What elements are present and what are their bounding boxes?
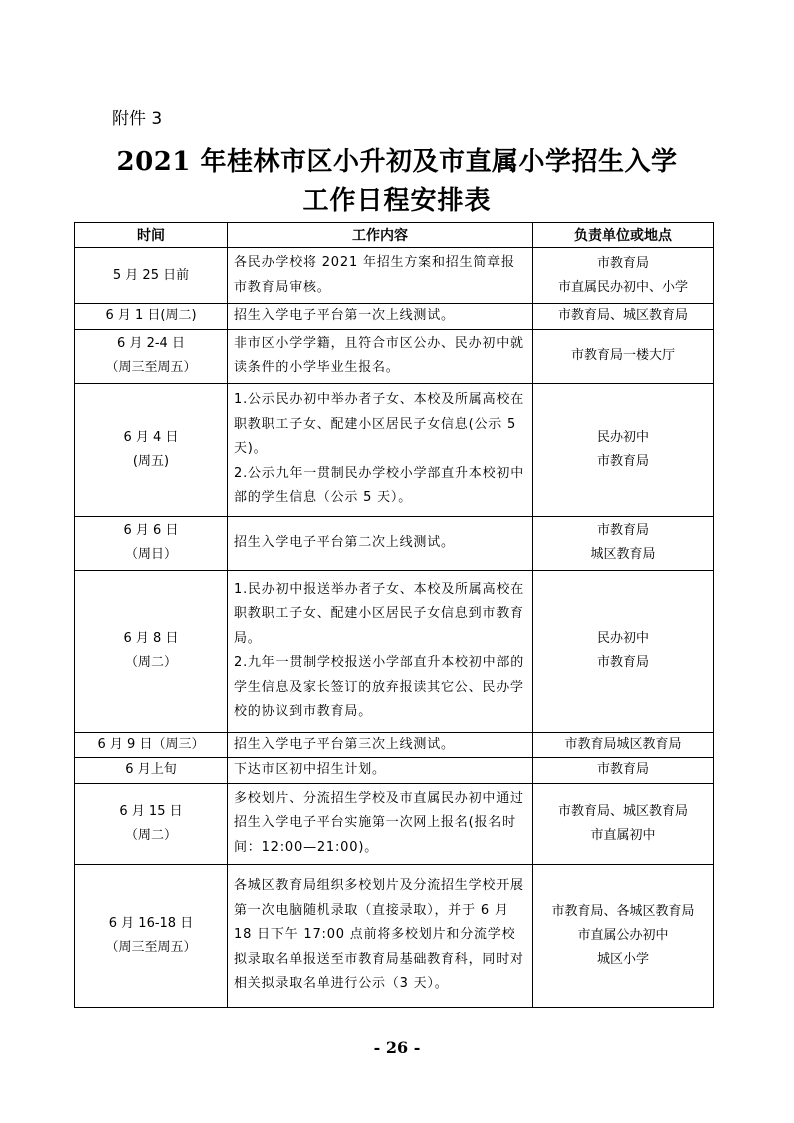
cell-unit: 市教育局 市直属民办初中、小学 [533, 248, 714, 304]
cell-time: 6 月 16-18 日 （周三至周五） [75, 864, 228, 1007]
cell-work: 各城区教育局组织多校划片及分流招生学校开展第一次电脑随机录取（直接录取），并于 6 月 18 日下午 17:00 点前将多校划片和分流学校拟录取名单报送至市教育局基础教育科，同时对相关拟录取名单进行公示（3 天）。 [228, 864, 533, 1007]
header-work: 工作内容 [228, 223, 533, 248]
header-time: 时间 [75, 223, 228, 248]
cell-work: 1.公示民办初中举办者子女、本校及所属高校在职教职工子女、配建小区居民子女信息(公示 5 天)。 2.公示九年一贯制民办学校小学部直升本校初中部的学生信息（公示 5 天）。 [228, 383, 533, 516]
table-header-row [75, 223, 714, 248]
cell-unit: 市教育局、各城区教育局 市直属公办初中 城区小学 [533, 864, 714, 1007]
table-row [75, 304, 714, 330]
cell-unit: 民办初中 市教育局 [533, 570, 714, 732]
table-row [75, 783, 714, 864]
table-row [75, 758, 714, 784]
cell-time: 5 月 25 日前 [75, 248, 228, 304]
table-row [75, 732, 714, 758]
cell-unit: 市教育局、城区教育局 市直属初中 [533, 783, 714, 864]
document-title-line2: 工作日程安排表 [302, 186, 492, 216]
header-unit: 负责单位或地点 [533, 223, 714, 248]
cell-unit: 市教育局、城区教育局 [533, 304, 714, 330]
cell-time: 6 月 8 日 （周二） [75, 570, 228, 732]
table-row [75, 570, 714, 732]
schedule-table [74, 222, 714, 1008]
attachment-label: 附件 3 [112, 109, 163, 129]
table-row [75, 516, 714, 570]
cell-time: 6 月 9 日（周三） [75, 732, 228, 758]
cell-time: 6 月 1 日(周二) [75, 304, 228, 330]
cell-unit: 民办初中 市教育局 [533, 383, 714, 516]
table-row [75, 248, 714, 304]
table-row [75, 864, 714, 1007]
cell-work: 招生入学电子平台第二次上线测试。 [228, 516, 533, 570]
table-row [75, 329, 714, 383]
cell-time: 6 月 2-4 日 （周三至周五） [75, 329, 228, 383]
cell-work: 非市区小学学籍，且符合市区公办、民办初中就读条件的小学毕业生报名。 [228, 329, 533, 383]
cell-work: 1.民办初中报送举办者子女、本校及所属高校在职教职工子女、配建小区居民子女信息到市教育局。 2.九年一贯制学校报送小学部直升本校初中部的学生信息及家长签订的放弃报读其它公、民办学校的协议到市教育局。 [228, 570, 533, 732]
document-title-line1: 2021 年桂林市区小升初及市直属小学招生入学 [116, 147, 678, 177]
cell-work: 多校划片、分流招生学校及市直属民办初中通过招生入学电子平台实施第一次网上报名(报名时间：12:00—21:00)。 [228, 783, 533, 864]
cell-time: 6 月 4 日 (周五) [75, 383, 228, 516]
cell-time: 6 月上旬 [75, 758, 228, 784]
cell-unit: 市教育局 城区教育局 [533, 516, 714, 570]
cell-work: 招生入学电子平台第三次上线测试。 [228, 732, 533, 758]
cell-work: 下达市区初中招生计划。 [228, 758, 533, 784]
cell-time: 6 月 6 日 （周日） [75, 516, 228, 570]
cell-work: 各民办学校将 2021 年招生方案和招生简章报市教育局审核。 [228, 248, 533, 304]
cell-unit: 市教育局城区教育局 [533, 732, 714, 758]
page-number: - 26 - [373, 1038, 421, 1057]
table-row [75, 383, 714, 516]
cell-time: 6 月 15 日 （周二） [75, 783, 228, 864]
cell-unit: 市教育局一楼大厅 [533, 329, 714, 383]
cell-work: 招生入学电子平台第一次上线测试。 [228, 304, 533, 330]
cell-unit: 市教育局 [533, 758, 714, 784]
